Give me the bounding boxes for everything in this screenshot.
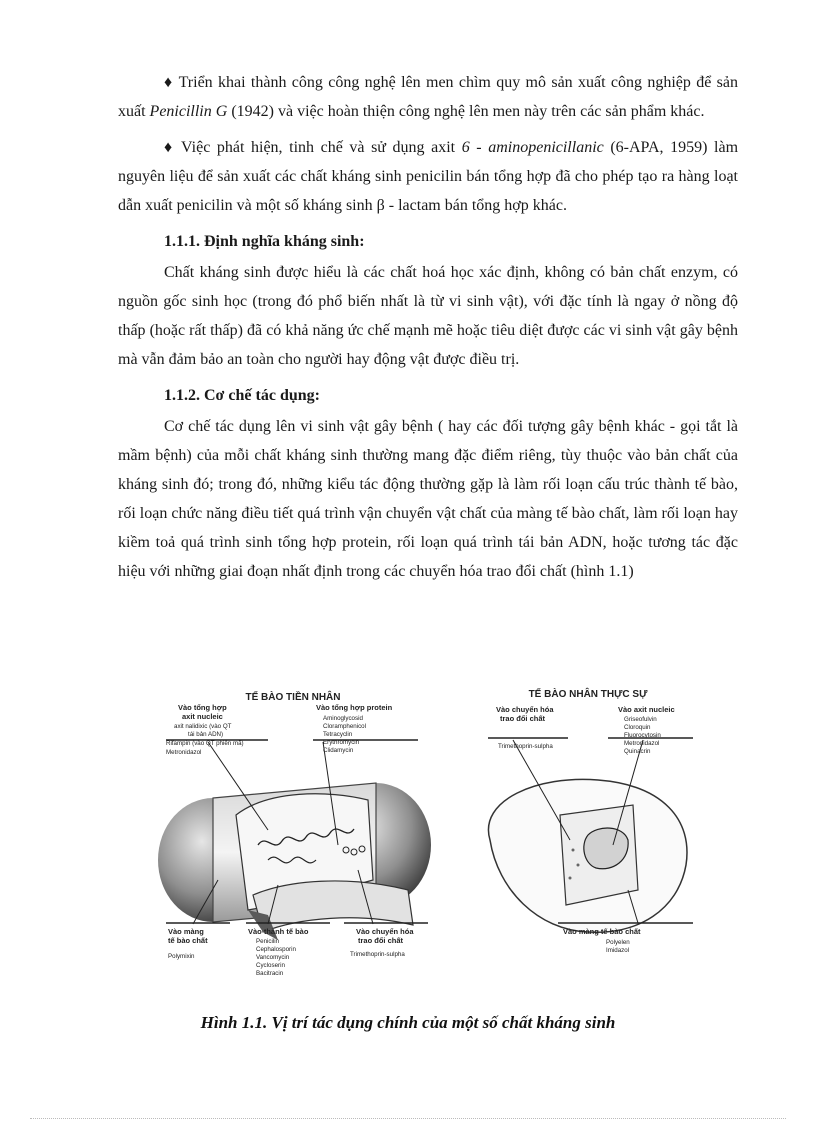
svg-text:tế bào chất: tế bào chất <box>168 936 208 945</box>
svg-text:Fluorocytosin: Fluorocytosin <box>624 732 661 739</box>
svg-text:Vào màng tế bào chất: Vào màng tế bào chất <box>563 927 641 936</box>
prokaryote-metabolism-label <box>350 927 414 958</box>
section-heading-definition: 1.1.1. Định nghĩa kháng sinh: <box>164 233 365 250</box>
svg-text:Metronidazol: Metronidazol <box>624 740 660 747</box>
prokaryote-wall-label <box>248 927 309 977</box>
svg-text:Cloramphenicol: Cloramphenicol <box>323 723 366 730</box>
svg-text:Vào màng: Vào màng <box>168 927 204 936</box>
section-body-definition: Chất kháng sinh được hiểu là các chất hoá học xác định, không có bản chất enzym, có nguồn gốc sinh học (trong đó phổ biến nhất là từ vi sinh vật), với đặc tính là ngay ở nồng độ thấp (hoặc rất thấp) đã có khả năng ức chế mạnh mẽ hoặc tiêu diệt được các vi sinh vật gây bệnh mà vẫn đảm bảo an toàn cho người hay động vật được điều trị. <box>118 264 738 368</box>
document-body <box>118 68 738 593</box>
prokaryote-protein-label <box>316 703 393 754</box>
svg-text:Trimethoprin-sulpha: Trimethoprin-sulpha <box>498 743 553 750</box>
svg-text:Polymixin: Polymixin <box>168 953 195 960</box>
svg-text:Trimethoprin-sulpha: Trimethoprin-sulpha <box>350 951 405 958</box>
svg-text:Bacitracin: Bacitracin <box>256 970 284 977</box>
svg-text:Imidazol: Imidazol <box>606 947 630 954</box>
svg-text:trao đổi chất: trao đổi chất <box>500 714 546 723</box>
svg-text:Cloroquin: Cloroquin <box>624 724 651 731</box>
svg-text:Penicilin: Penicilin <box>256 938 280 945</box>
eukaryote-cell-drawing <box>488 738 693 932</box>
prokaryote-membrane-label <box>168 927 208 960</box>
page-bottom-divider <box>30 1118 786 1119</box>
prokaryote-nucleic-label <box>166 703 244 756</box>
section-heading-mechanism: 1.1.2. Cơ chế tác dụng: <box>164 387 320 404</box>
svg-text:Rifampin (vào QT phiên mã): Rifampin (vào QT phiên mã) <box>166 740 244 747</box>
svg-text:Tetracyclin: Tetracyclin <box>323 731 353 738</box>
svg-text:Vào chuyển hóa: Vào chuyển hóa <box>496 705 554 714</box>
svg-text:Clidamycin: Clidamycin <box>323 747 354 754</box>
eukaryote-title: TẾ BÀO NHÂN THỰC SỰ <box>528 689 648 700</box>
svg-text:Vào chuyển hóa: Vào chuyển hóa <box>356 927 414 936</box>
svg-text:Vancomycin: Vancomycin <box>256 954 290 961</box>
svg-text:Polyelen: Polyelen <box>606 939 630 946</box>
eukaryote-nucleic-label <box>618 705 675 755</box>
svg-text:axit nalidixic (vào QT: axit nalidixic (vào QT <box>174 723 232 730</box>
svg-text:axit nucleic: axit nucleic <box>182 712 223 721</box>
figure-antibiotic-targets <box>118 640 698 1000</box>
svg-text:Quinacrin: Quinacrin <box>624 748 651 755</box>
prokaryote-title: TẾ BÀO TIỀN NHÂN <box>245 692 341 703</box>
eukaryote-metabolism-label <box>496 705 554 750</box>
svg-text:Cephalosporin: Cephalosporin <box>256 946 296 953</box>
svg-text:Aminoglycosid: Aminoglycosid <box>323 715 363 722</box>
svg-text:Vào axit nucleic: Vào axit nucleic <box>618 705 675 714</box>
svg-text:trao đổi chất: trao đổi chất <box>358 936 404 945</box>
svg-text:Vào thành tế bào: Vào thành tế bào <box>248 927 309 936</box>
bullet-paragraph-2: ♦ Việc phát hiện, tinh chế và sử dụng axit 6 - aminopenicillanic (6-APA, 1959) làm nguyên liệu để sản xuất các chất kháng sinh penicilin bán tổng hợp đã cho phép tạo ra hàng loạt dẫn xuất penicilin và một số kháng sinh β - lactam bán tổng hợp khác. <box>118 139 739 214</box>
svg-text:Erythromycin: Erythromycin <box>323 739 360 746</box>
svg-text:Metronidazol: Metronidazol <box>166 749 202 756</box>
svg-text:Cycloserin: Cycloserin <box>256 962 285 969</box>
section-body-mechanism: Cơ chế tác dụng lên vi sinh vật gây bệnh ( hay các đối tượng gây bệnh khác - gọi tắt là mầm bệnh) của mỗi chất kháng sinh thường mang đặc điểm riêng, tùy thuộc vào bản chất của kháng sinh đó; trong đó, những kiểu tác động thường gặp là làm rối loạn cấu trúc thành tế bào, rối loạn chức năng điều tiết quá trình vận chuyển vật chất của màng tế bào chất, làm rối loạn hay kiềm toả quá trình sinh tổng hợp protein, rối loạn quá trình tái bản ADN, hoặc tương tác đặc hiệu với những giai đoạn nhất định trong các chuyển hóa trao đổi chất (hình 1.1) <box>118 418 738 580</box>
prokaryote-cell-drawing <box>158 740 431 940</box>
bullet-paragraph-1: ♦ Triển khai thành công công nghệ lên men chìm quy mô sản xuất công nghiệp để sản xuất Penicillin G (1942) và việc hoàn thiện công nghệ lên men này trên các sản phẩm khác. <box>118 74 739 120</box>
figure-caption: Hình 1.1. Vị trí tác dụng chính của một số chất kháng sinh <box>200 1013 616 1032</box>
svg-text:Griseofulvin: Griseofulvin <box>624 716 657 723</box>
svg-text:Vào tổng hợp protein: Vào tổng hợp protein <box>316 703 393 712</box>
svg-text:tái bản ADN): tái bản ADN) <box>188 731 224 738</box>
svg-text:Vào tổng hợp: Vào tổng hợp <box>178 703 227 712</box>
eukaryote-membrane-label <box>563 927 641 954</box>
